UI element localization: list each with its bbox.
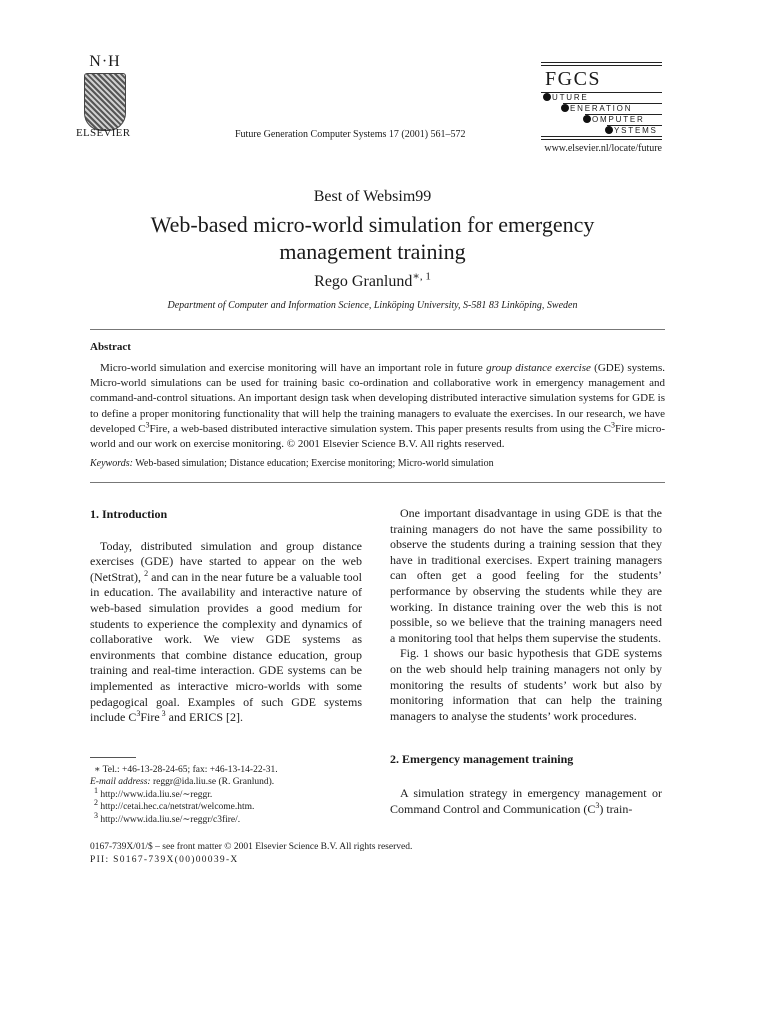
fgcs-title: FGCS bbox=[545, 68, 602, 90]
left-column bbox=[90, 507, 362, 726]
title-line-1: Web-based micro-world simulation for emergency bbox=[150, 212, 595, 237]
right-column bbox=[390, 506, 662, 817]
footnote-divider bbox=[90, 757, 136, 758]
author-affiliation: Department of Computer and Information Science, Linköping University, S-581 83 Linköping, Sweden bbox=[167, 300, 578, 311]
right-paragraph-2: Fig. 1 shows our basic hypothesis that GDE systems on the web should help training managers not only by monitoring the results of students’ work but also by monitoring information that can help the training managers to analyse the students’ work procedures. bbox=[390, 646, 662, 723]
author-name bbox=[80, 270, 665, 291]
north-holland-logo bbox=[76, 54, 134, 131]
pii-line: PII: S0167-739X(00)00039-X bbox=[90, 854, 239, 865]
footnote-contact: ∗ Tel.: +46-13-28-24-65; fax: +46-13-14-22-31. bbox=[94, 765, 278, 775]
introduction-heading: 1. Introduction bbox=[90, 507, 168, 521]
footnote-3[interactable]: $^3$ http://www.ida.liu.se/∼reggr/c3fire/. bbox=[94, 810, 241, 825]
journal-reference: Future Generation Computer Systems 17 (2001) 561–572 bbox=[235, 129, 466, 140]
keywords bbox=[90, 458, 665, 469]
abstract-divider bbox=[90, 482, 665, 483]
fgcs-journal-logo bbox=[541, 62, 662, 140]
copyright-notice bbox=[90, 841, 412, 866]
footnotes bbox=[90, 764, 362, 826]
fgcs-line-computer: OMPUTER bbox=[541, 115, 662, 125]
nh-logo-text: N·H bbox=[89, 53, 121, 70]
abstract-emphasis: group distance exercise bbox=[486, 362, 591, 374]
footnote-email: E-mail address: reggr@ida.liu.se (R. Granlund). bbox=[90, 777, 275, 788]
copyright-line: 0167-739X/01/$ – see front matter © 2001 Elsevier Science B.V. All rights reserved. bbox=[90, 842, 413, 852]
introduction-paragraph: Today, distributed simulation and group distance exercises (GDE) have started to appear on the web (NetStrat), $^2$ and can in the near future be a valuable tool in education. The availability and interactive nature of web-based simulation provides a good medium for students to experience the complexity and dynamics of collaborative work. We view GDE systems as environments that combine distance education, group training and real-time interaction. GDE systems can be implemented as interactive micro-worlds with some pedagogical goal. Examples of such GDE systems include $C^3Fire$ $^3$ and ERICS [2]. bbox=[90, 538, 362, 725]
right-paragraph-1: One important disadvantage in using GDE is that the training managers do not have the same possibility to observe the students during a training session that they have in traditional exercises. Expert training managers can often get a good feeling for the students’ performance by observing the students while they are working. In distance training over the web this is not possible, so we believe that the training managers need a monitoring tool that helps them supervise the students. bbox=[390, 506, 662, 645]
author-text: Rego Granlund bbox=[314, 273, 413, 290]
right-paragraph-3: A simulation strategy in emergency management or Command Control and Communication $(C^3)$ train- bbox=[390, 785, 662, 816]
footnote-2[interactable]: $^2$ http://cetai.hec.ca/netstrat/welcome.htm. bbox=[94, 798, 255, 813]
top-divider bbox=[90, 329, 665, 330]
fgcs-line-generation: ENERATION bbox=[541, 104, 662, 114]
keywords-label: Keywords: bbox=[90, 458, 133, 469]
author-footnote-marks: ∗, 1 bbox=[412, 270, 431, 283]
paper-title bbox=[80, 211, 665, 265]
journal-url-link[interactable]: www.elsevier.nl/locate/future bbox=[544, 143, 662, 154]
section-label: Best of Websim99 bbox=[313, 188, 432, 205]
fgcs-line-systems: YSTEMS bbox=[541, 126, 662, 136]
keywords-text: Web-based simulation; Distance education; Exercise monitoring; Micro-world simulation bbox=[132, 458, 494, 469]
publisher-name: ELSEVIER bbox=[76, 127, 131, 139]
emergency-training-heading: 2. Emergency management training bbox=[390, 752, 574, 767]
abstract-text: Micro-world simulation and exercise monitoring will have an important role in future group distance exercise (GDE) systems. Micro-world simulations can be used for training basic co-ordination and collaborative work in emergency management and command-and-control situations. An important design task when developing distributed interactive simulation systems for GDE is to define a proper monitoring functionality that will help the training managers to evaluate the exercises. In our research, we have developed $C^3Fire$, a web-based distributed interactive simulation system. This paper presents results from using the $C^3Fire$ micro-world and our work on exercise monitoring. © 2001 Elsevier Science B.V. All rights reserved. bbox=[90, 362, 665, 451]
fgcs-line-future: UTURE bbox=[541, 93, 662, 103]
title-line-2: management training bbox=[279, 239, 466, 264]
elsevier-crest-icon bbox=[84, 73, 126, 131]
footnote-1[interactable]: $^1$ http://www.ida.liu.se/∼reggr. bbox=[94, 785, 213, 800]
abstract-heading: Abstract bbox=[90, 341, 131, 353]
